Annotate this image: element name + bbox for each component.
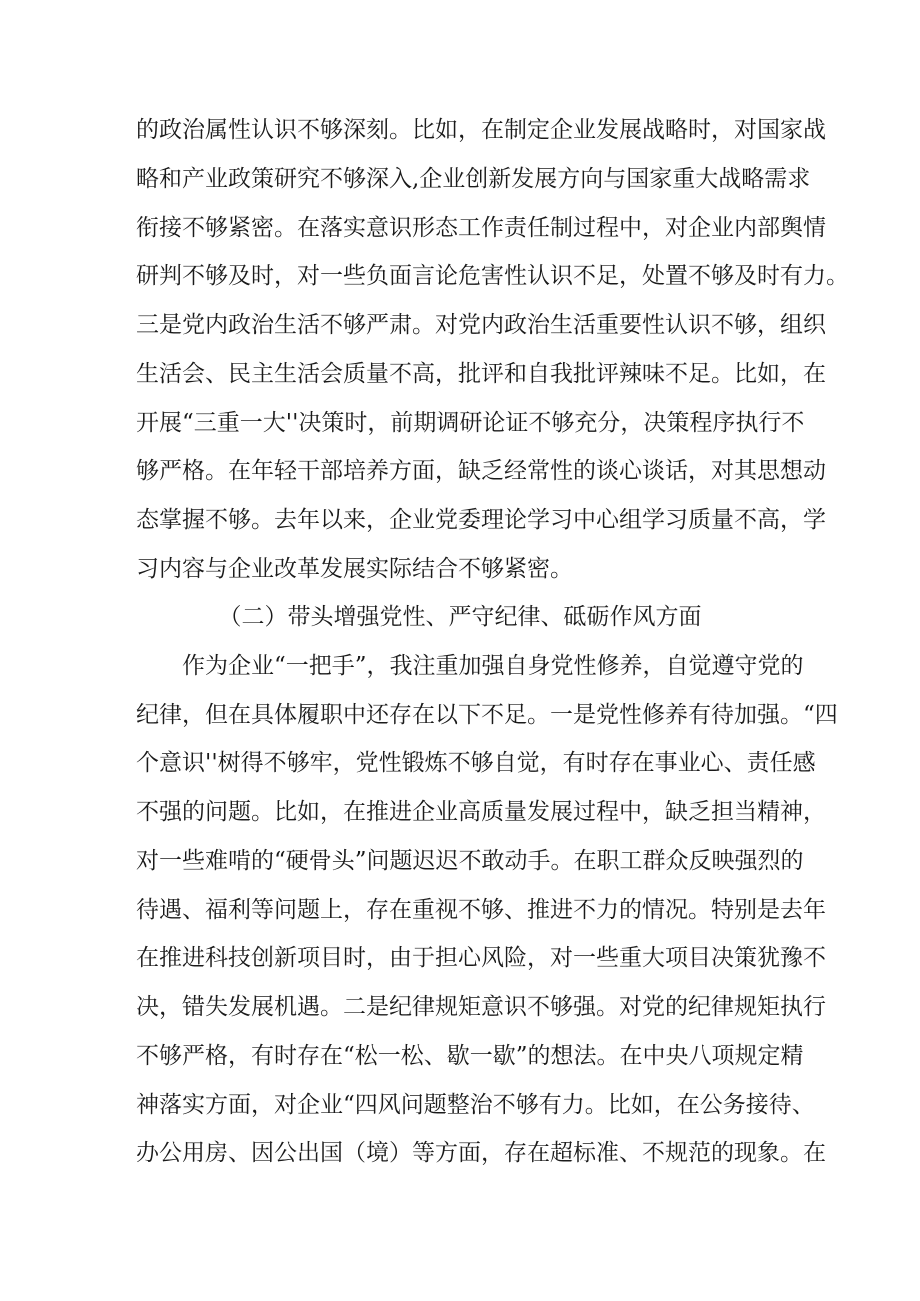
paragraph-line: 不够严格，有时存在“松一松、歇一歇”的想法。在中央八项规定精 <box>136 1043 804 1069</box>
paragraph-line: 衔接不够紧密。在落实意识形态工作责任制过程中，对企业内部舆情 <box>136 215 826 241</box>
paragraph-line: 研判不够及时，对一些负面言论危害性认识不足，处置不够及时有力。 <box>136 263 849 289</box>
paragraph-line: 开展“三重一大''决策时，前期调研论证不够充分，决策程序执行不 <box>136 410 805 436</box>
paragraph-line: 待遇、福利等问题上，存在重视不够、推进不力的情况。特别是去年 <box>136 897 826 923</box>
paragraph-line: 办公用房、因公出国（境）等方面，存在超标准、不规范的现象。在 <box>136 1140 826 1166</box>
paragraph-line: 习内容与企业改革发展实际结合不够紧密。 <box>136 556 573 582</box>
paragraph-line: 态掌握不够。去年以来，企业党委理论学习中心组学习质量不高，学 <box>136 507 826 533</box>
paragraph-line: 三是党内政治生活不够严肃。对党内政治生活重要性认识不够，组织 <box>136 312 826 338</box>
paragraph-line: 在推进科技创新项目时，由于担心风险，对一些重大项目决策犹豫不 <box>136 945 826 971</box>
paragraph-line: 对一些难啃的“硬骨头”问题迟迟不敢动手。在职工群众反映强烈的 <box>136 848 804 874</box>
paragraph-line: 作为企业“一把手”，我注重加强自身党性修养，自觉遵守党的 <box>182 653 804 679</box>
paragraph-line: 神落实方面，对企业“四风问题整治不够有力。比如，在公务接待、 <box>136 1092 815 1118</box>
paragraph-line: 的政治属性认识不够深刻。比如，在制定企业发展战略时，对国家战 <box>136 117 826 143</box>
paragraph-line: 不强的问题。比如，在推进企业高质量发展过程中，缺乏担当精神， <box>136 799 826 825</box>
paragraph-line: 个意识''树得不够牢，党性锻炼不够自觉，有时存在事业心、责任感 <box>136 750 816 776</box>
paragraph-line: 够严格。在年轻干部培养方面，缺乏经常性的谈心谈话，对其思想动 <box>136 458 826 484</box>
section-heading: （二）带头增强党性、严守纪律、砥砺作风方面 <box>218 604 702 630</box>
paragraph-line: 决，错失发展机遇。二是纪律规矩意识不够强。对党的纪律规矩执行 <box>136 994 826 1020</box>
paragraph-line: 生活会、民主生活会质量不高，批评和自我批评辣味不足。比如，在 <box>136 361 826 387</box>
paragraph-line: 纪律，但在具体履职中还存在以下不足。一是党性修养有待加强。“四 <box>136 702 838 728</box>
paragraph-line: 略和产业政策研究不够深入,企业创新发展方向与国家重大战略需求 <box>136 166 811 192</box>
